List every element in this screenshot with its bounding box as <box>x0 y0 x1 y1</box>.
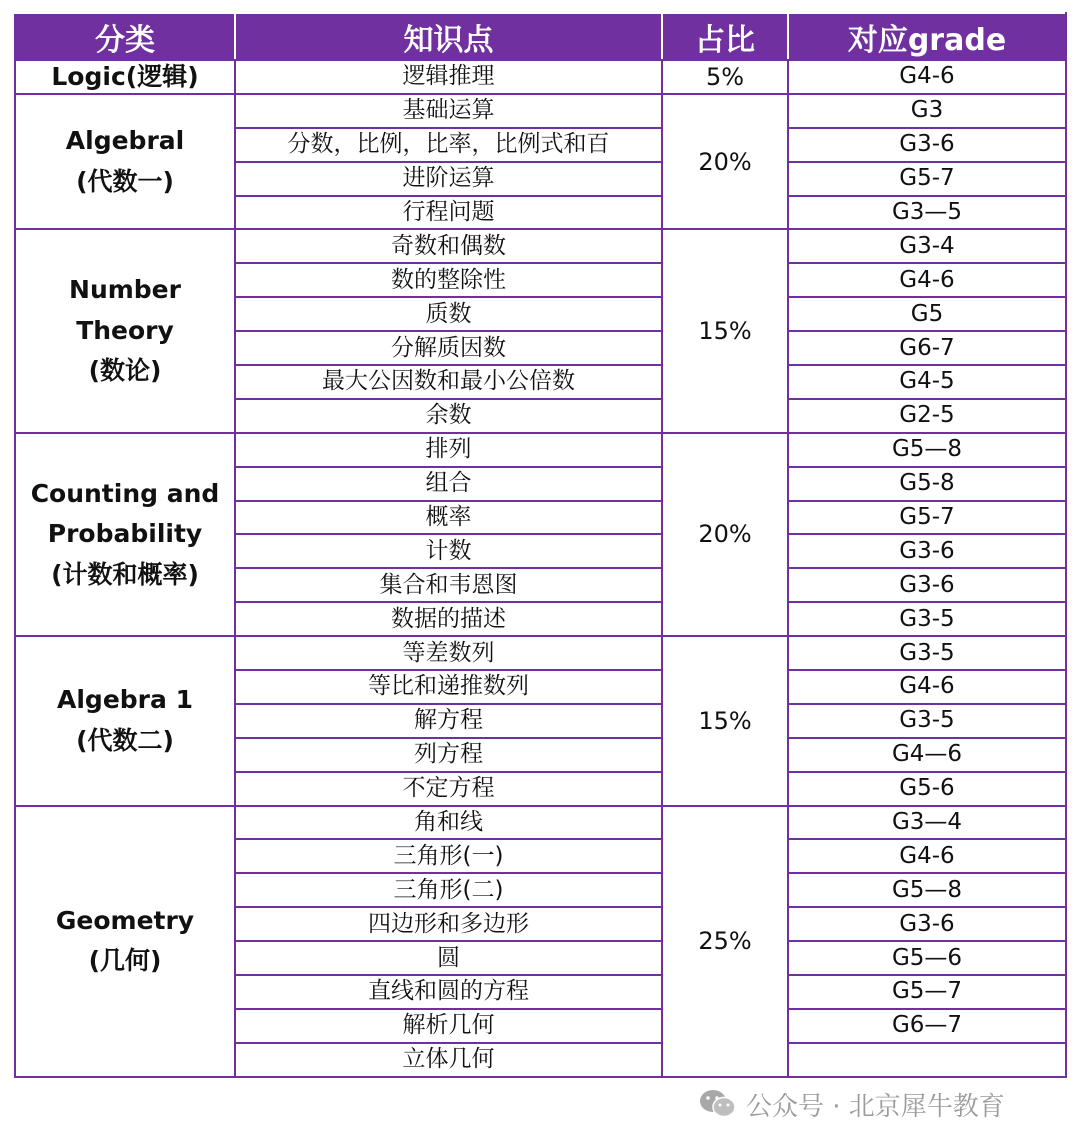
category-cell: Counting and Probability (计数和概率) <box>15 433 235 636</box>
topic-cell: 数的整除性 <box>235 263 662 297</box>
grade-cell: G3-6 <box>788 534 1066 568</box>
watermark <box>698 1086 1005 1122</box>
header-percentage: 占比 <box>662 13 788 60</box>
table-row <box>15 636 1066 670</box>
category-cell: Number Theory (数论) <box>15 229 235 432</box>
topic-cell: 奇数和偶数 <box>235 229 662 263</box>
topic-cell: 分数，比例，比率，比例式和百 <box>235 128 662 162</box>
wechat-icon <box>698 1088 738 1120</box>
topic-cell: 最大公因数和最小公倍数 <box>235 365 662 399</box>
grade-cell: G3-5 <box>788 602 1066 636</box>
grade-cell: G2-5 <box>788 399 1066 433</box>
grade-cell: G3—5 <box>788 196 1066 230</box>
topic-cell: 逻辑推理 <box>235 60 662 94</box>
table-body <box>15 60 1066 1077</box>
table-row <box>15 60 1066 94</box>
grade-cell: G3-6 <box>788 568 1066 602</box>
topic-cell: 基础运算 <box>235 94 662 128</box>
topic-cell: 直线和圆的方程 <box>235 975 662 1009</box>
topic-cell: 不定方程 <box>235 772 662 806</box>
topic-cell: 四边形和多边形 <box>235 907 662 941</box>
grade-cell: G6-7 <box>788 331 1066 365</box>
topic-cell: 行程问题 <box>235 196 662 230</box>
table-row <box>15 806 1066 840</box>
grade-cell: G4—6 <box>788 738 1066 772</box>
header-category: 分类 <box>15 13 235 60</box>
topic-cell: 等差数列 <box>235 636 662 670</box>
topic-cell: 圆 <box>235 941 662 975</box>
topic-cell: 角和线 <box>235 806 662 840</box>
table-row <box>15 433 1066 467</box>
grade-cell: G4-6 <box>788 839 1066 873</box>
grade-cell: G5—7 <box>788 975 1066 1009</box>
header-grade: 对应grade <box>788 13 1066 60</box>
grade-cell <box>788 1043 1066 1077</box>
grade-cell: G5-8 <box>788 467 1066 501</box>
curriculum-table <box>14 12 1067 1078</box>
watermark-text: 公众号 · 北京犀牛教育 <box>746 1091 1005 1122</box>
grade-cell: G3-4 <box>788 229 1066 263</box>
topic-cell: 三角形(二) <box>235 873 662 907</box>
percentage-cell: 25% <box>662 806 788 1077</box>
topic-cell: 解析几何 <box>235 1009 662 1043</box>
topic-cell: 解方程 <box>235 704 662 738</box>
topic-cell: 数据的描述 <box>235 602 662 636</box>
topic-cell: 立体几何 <box>235 1043 662 1077</box>
grade-cell: G5—8 <box>788 433 1066 467</box>
grade-cell: G4-5 <box>788 365 1066 399</box>
topic-cell: 列方程 <box>235 738 662 772</box>
grade-cell: G3-5 <box>788 704 1066 738</box>
table-header <box>15 13 1066 60</box>
percentage-cell: 20% <box>662 94 788 230</box>
topic-cell: 分解质因数 <box>235 331 662 365</box>
header-topic: 知识点 <box>235 13 662 60</box>
header-row <box>15 13 1066 60</box>
topic-cell: 概率 <box>235 501 662 535</box>
topic-cell: 质数 <box>235 297 662 331</box>
grade-cell: G5—6 <box>788 941 1066 975</box>
category-cell: Geometry (几何) <box>15 806 235 1077</box>
grade-cell: G3—4 <box>788 806 1066 840</box>
topic-cell: 等比和递推数列 <box>235 670 662 704</box>
topic-cell: 组合 <box>235 467 662 501</box>
grade-cell: G4-6 <box>788 670 1066 704</box>
grade-cell: G4-6 <box>788 60 1066 94</box>
table-row <box>15 229 1066 263</box>
grade-cell: G5—8 <box>788 873 1066 907</box>
topic-cell: 计数 <box>235 534 662 568</box>
category-cell: Algebra 1 (代数二) <box>15 636 235 805</box>
grade-cell: G5-7 <box>788 501 1066 535</box>
grade-cell: G3-6 <box>788 128 1066 162</box>
percentage-cell: 5% <box>662 60 788 94</box>
table-row <box>15 94 1066 128</box>
topic-cell: 进阶运算 <box>235 162 662 196</box>
topic-cell: 集合和韦恩图 <box>235 568 662 602</box>
topic-cell: 余数 <box>235 399 662 433</box>
percentage-cell: 15% <box>662 636 788 805</box>
grade-cell: G6—7 <box>788 1009 1066 1043</box>
grade-cell: G4-6 <box>788 263 1066 297</box>
category-cell: Logic(逻辑) <box>15 60 235 94</box>
percentage-cell: 15% <box>662 229 788 432</box>
topic-cell: 三角形(一) <box>235 839 662 873</box>
topic-cell: 排列 <box>235 433 662 467</box>
grade-cell: G3 <box>788 94 1066 128</box>
grade-cell: G3-6 <box>788 907 1066 941</box>
grade-cell: G5-7 <box>788 162 1066 196</box>
grade-cell: G3-5 <box>788 636 1066 670</box>
category-cell: Algebral (代数一) <box>15 94 235 230</box>
grade-cell: G5-6 <box>788 772 1066 806</box>
percentage-cell: 20% <box>662 433 788 636</box>
grade-cell: G5 <box>788 297 1066 331</box>
